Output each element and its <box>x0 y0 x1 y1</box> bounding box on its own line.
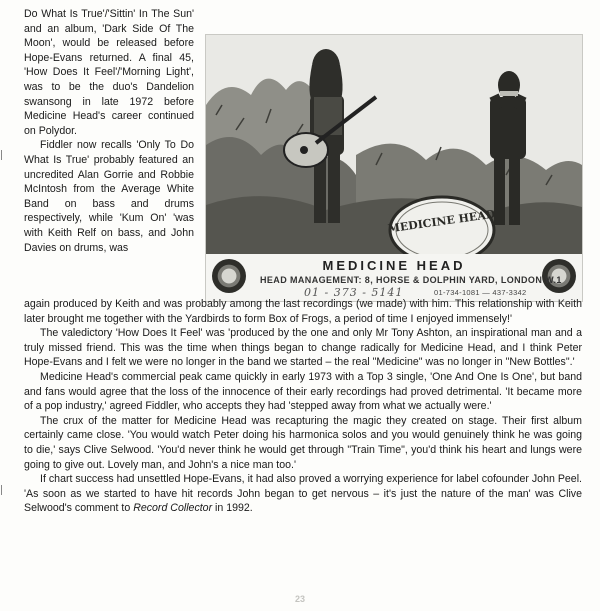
paragraph: The crux of the matter for Medicine Head was recapturing the magic they created on stage. Their first album certainly came close. 'You would watch Peter doing his harmonica solos and you would genuinely think he was going to die,' says Clive Selwood. 'You'd never think he would get through "Train Time", you'd think his heart and lungs were going to give out. Lovely man, and John's a nice man too.' <box>24 414 582 471</box>
drum-lettering: MEDICINE HEAD <box>387 207 497 236</box>
paragraph: The valedictory 'How Does It Feel' was 'produced by the one and only Mr Tony Ashton, an inspirational man and a truly missed friend. This was the time when things began to change radically for Medicine Head, and I think Peter Hope-Evans and I felt we were no longer in the band we started – the real "Medicine" was no longer in "New Bottles".' <box>24 327 582 369</box>
band-name: MEDICINE HEAD <box>322 258 466 273</box>
paragraph: Fiddler now recalls 'Only To Do What Is True' probably featured an uncredited Alan Gorrie and Robbie McIntosh from the Average White Band on bass and drums respectively, while 'Kum On' 'was with Keith Relf on bass, and John Davies on drums, was <box>24 139 194 254</box>
printed-phone: 01-734-1081 — 437-3342 <box>434 288 527 297</box>
band-photo-illustration <box>206 35 582 255</box>
scan-edge-mark <box>1 485 6 495</box>
paragraph-end: in 1992. <box>212 502 253 515</box>
publication-title: Record Collector <box>133 502 213 515</box>
photo-caption-band <box>206 254 582 301</box>
band-photo <box>205 34 583 302</box>
paragraph-text: If chart success had unsettled Hope-Evans, it had also proved a worrying experience for label cofounder John Peel. 'As soon as we started to have hit records John began to get nervous – it's just the nature of the man' was Clive Selwood's comment to <box>24 473 582 515</box>
management-address: HEAD MANAGEMENT: 8, HORSE & DOLPHIN YARD, LONDON W.1 <box>260 275 562 285</box>
paragraph <box>24 472 582 516</box>
paragraph: again produced by Keith and was probably among the last recordings (we made) with him. This relationship with Keith later brought me together with the Yardbirds to form Box of Frogs, a period of time I enjoyed immensely!' <box>24 298 582 325</box>
article-left-column <box>24 7 194 255</box>
handwritten-phone: 01 - 373 - 5141 <box>304 286 404 299</box>
article-body <box>24 297 582 516</box>
scan-edge-mark <box>1 150 6 160</box>
paragraph: Medicine Head's commercial peak came quickly in early 1973 with a Top 3 single, 'One And One Is One', but band and fans would agree that the loss of the innocence of their early recordings had proved detrimental. 'It became more of a pop industry,' agreed Fiddler, who accepts they had 'stepped away from what we actually were.' <box>24 370 582 413</box>
paragraph: Do What Is True'/'Sittin' In The Sun' and an album, 'Dark Side Of The Moon', would be released before Hope-Evans returned. A final 45, 'How Does It Feel'/'Morning Light', was to be the duo's Dandelion swansong in late 1972 before Medicine Head's career continued on Polydor. <box>24 8 194 137</box>
page-number: 23 <box>294 594 305 604</box>
